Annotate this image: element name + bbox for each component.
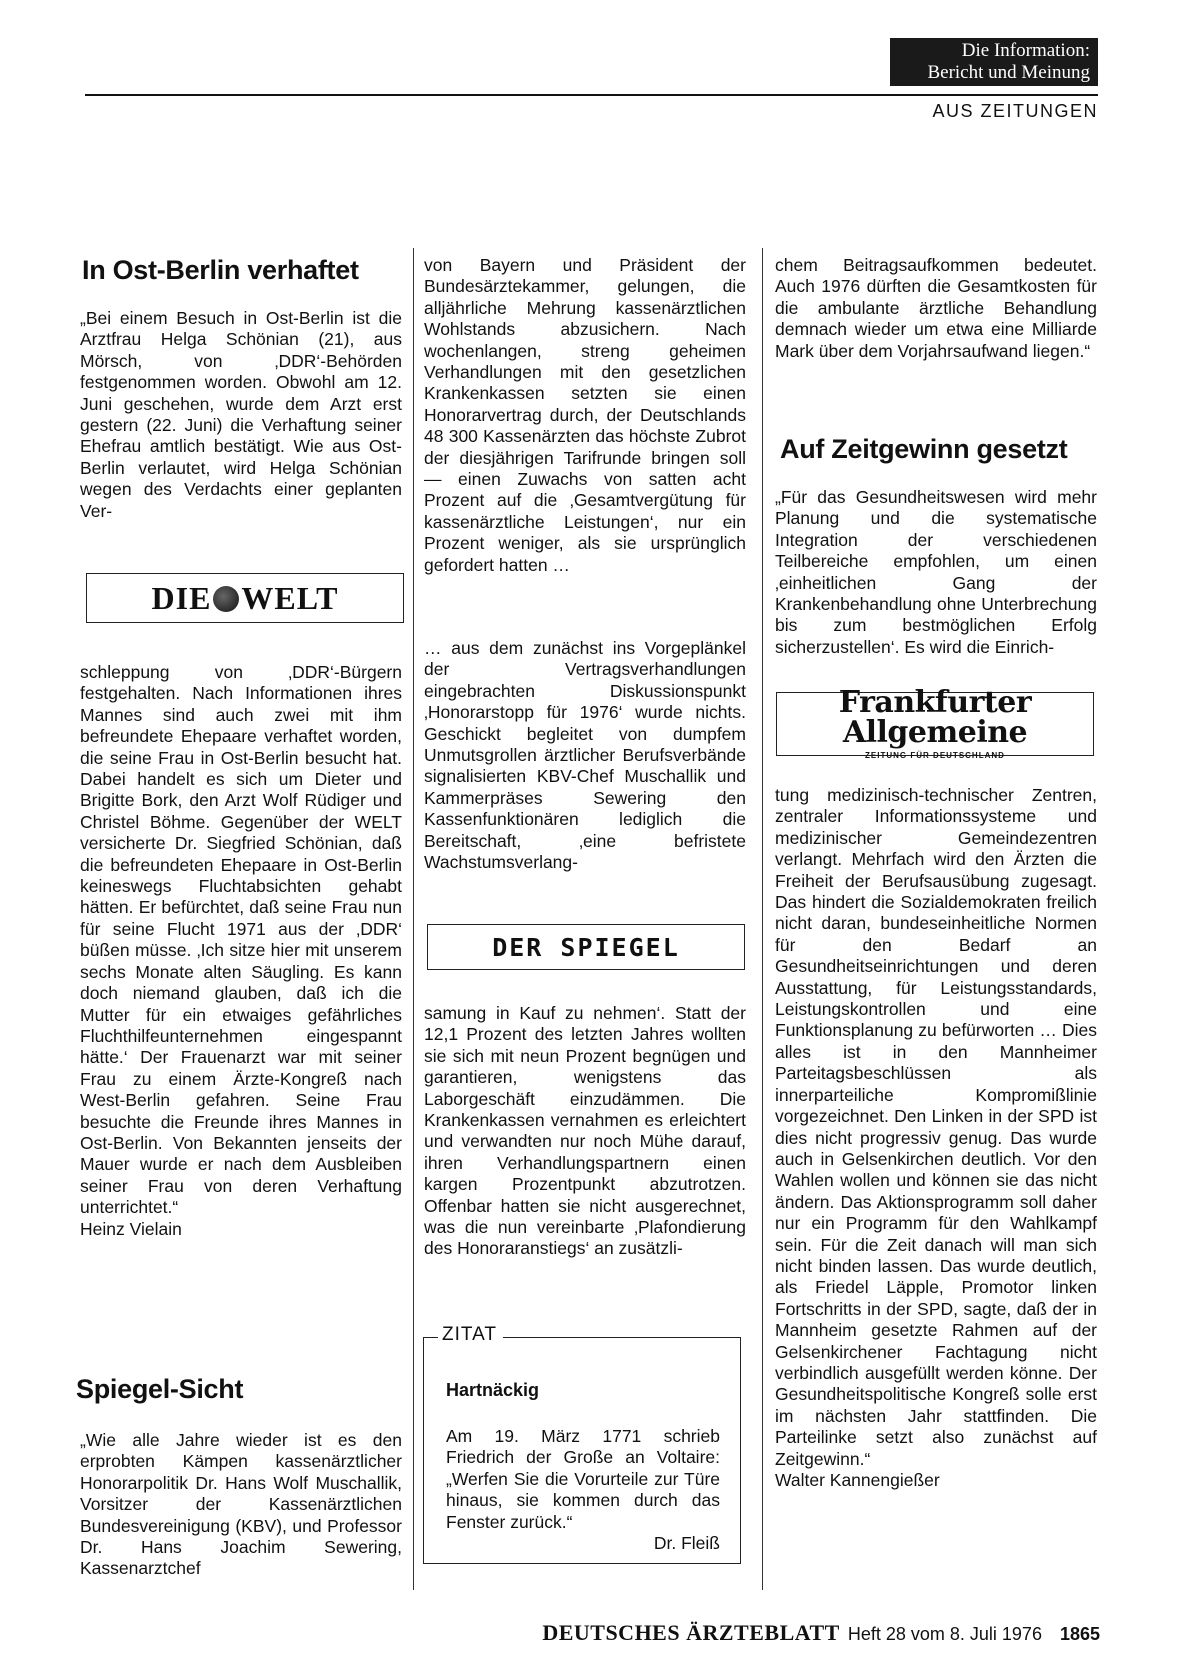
article2-paragraph-a: „Wie alle Jahre wieder ist es den erprobten Kämpen kassenärztlicher Honorarpolitik Dr. Hans Wolf Muschallik, Vorsitzer der Kassenärztlichen Bundesvereinigung (KBV), und Professor Dr. Hans Joachim Sewering, Kassenarztchef: [80, 1430, 402, 1579]
zitat-body: [446, 1426, 720, 1554]
zitat-label: ZITAT: [438, 1324, 503, 1346]
globe-icon: [213, 586, 239, 612]
section-header-box: [890, 38, 1098, 86]
article2-paragraph-c: … aus dem zunächst ins Vorgeplänkel der Vertragsverhandlungen eingebrachten Diskussionspunkt ‚Honorarstopp für 1976‘ wurde nichts. Geschickt begleitet von dumpfem Unmutsgrollen ärztlicher Berufsverbände signalisierten KBV-Chef Muschallik und Kammerpräses Sewering den Kassenfunktionären lediglich die Bereitschaft, ‚eine befristete Wachstumsverlang-: [424, 638, 746, 873]
article2-text-c: [424, 638, 746, 873]
welt-logo-left: DIE: [151, 579, 212, 616]
footer-magazine: DEUTSCHES ÄRZTEBLATT: [542, 1620, 840, 1645]
article3-author: Walter Kannengießer: [775, 1470, 940, 1490]
article3-text-a: [775, 487, 1097, 658]
der-spiegel-logo: DER SPIEGEL: [427, 924, 745, 970]
article3-text-b: [775, 785, 1097, 1491]
footer-page-number: 1865: [1059, 1624, 1100, 1644]
article1-paragraph-a: „Bei einem Besuch in Ost-Berlin ist die Arztfrau Helga Schönian (21), aus Mörsch, von ‚DDR‘-Behörden festgenommen worden. Obwohl am 12. Juni geschehen, wurde dem Arzt erst gestern (22. Juni) die Verhaftung seiner Ehefrau amtlich bestätigt. Wie aus Ost-Berlin verlautet, wird Helga Schönian wegen des Verdachts einer geplanten Ver-: [80, 308, 402, 521]
article2-paragraph-e: chem Beitragsaufkommen bedeutet. Auch 1976 dürften die Gesamtkosten für die ambulante ärztliche Behandlung demnach wieder um etwa eine Milliarde Mark über dem Vorjahrsaufwand liegen.“: [775, 255, 1097, 361]
article2-text-e: [775, 255, 1097, 362]
die-welt-logo: [86, 573, 404, 623]
column-divider-right: [762, 248, 763, 1590]
zitat-text: Am 19. März 1771 schrieb Friedrich der Große an Voltaire: „Werfen Sie die Vorurteile zur Türe hinaus, sie kommen durch das Fenster zurück.“: [446, 1426, 720, 1532]
article2-text-d: [424, 1003, 746, 1260]
header-rule: [85, 94, 1098, 96]
article3-paragraph-b: tung medizinisch-technischer Zentren, zentraler Informationssysteme und medizinischer Gemeindezentren verlangt. Mehrfach wird den Ärzten die Freiheit der Berufsausübung zugesagt. Das hindert die Sozialdemokraten freilich nicht daran, bundeseinheitliche Normen für den Bedarf an Gesundheitseinrichtungen und deren Ausstattung, für Leistungsstandards, Leistungskontrollen und eine Funktionsplanung zu befürworten … Dies alles ist in den Mannheimer Parteitagsbeschlüssen als innerparteiliche Kompromißlinie vorgezeichnet. Den Linken in der SPD ist dies nicht progressiv genug. Das wurde auch in Gelsenkirchen deutlich. Vor den Wahlen wollen und können sie das nicht ändern. Das Aktionsprogramm soll daher nur ein Programm für den Wahlkampf sein. Für die Zeit danach will man sich nicht binden lassen. Das wurde deutlich, als Friedel Läpple, Promotor linken Fortschritts in der SPD, sagte, daß der in Mannheim gesetzte Rahmen auf der Gelsenkirchener Fachtagung nicht verbindlich ausgefüllt werden könne. Der Gesundheitspolitische Kongreß solle erst im nächsten Jahr stattfinden. Die Parteilinke setzt also zunächst auf Zeitgewinn.“: [775, 785, 1097, 1469]
column-divider-left: [413, 248, 414, 1590]
article2-text-a: [80, 1430, 402, 1580]
header-box-line1: Die Information:: [961, 40, 1090, 61]
zitat-box: [423, 1324, 741, 1564]
footer-issue: Heft 28 vom 8. Juli 1976: [847, 1624, 1042, 1644]
article1-paragraph-b: schleppung von ‚DDR‘-Bürgern festgehalten. Nach Informationen ihres Mannes sind auch zwei mit ihm befreundete Ehepaare verhaftet worden, die seine Frau in Ost-Berlin besucht hat. Dabei handelt es sich um Dieter und Brigitte Bork, den Arzt Wolf Rüdiger und Christel Böhme. Gegenüber der WELT versicherte Dr. Siegfried Schönian, daß die befreundeten Ehepaare in Ost-Berlin keineswegs Fluchtabsichten gehabt hätten. Er befürchtet, daß seine Frau nun für seine Flucht 1971 aus der ‚DDR‘ büßen müsse. ‚Ich sitze hier mit unserem sechs Monate alten Säugling. Es kann doch niemand glauben, daß ich die Mutter für ein etwaiges gefährliches Fluchthilfeunternehmen eingespannt hätte.‘ Der Frauenarzt war mit seiner Frau zu einem Ärzte-Kongreß nach West-Berlin gefahren. Seine Frau besuchte die Freunde ihres Mannes in Ost-Berlin. Von Bekannten jenseits der Mauer wurde er nach dem Ausbleiben seiner Frau von deren Verhaftung unterrichtet.“: [80, 662, 402, 1218]
header-box-line2: Bericht und Meinung: [927, 62, 1090, 83]
article3-paragraph-a: „Für das Gesundheitswesen wird mehr Planung und die systematische Integration der verschiedenen Teilbereiche empfohlen, um einen ‚einheitlichen Gang der Krankenbehandlung ohne Unterbrechung bis zum bestmöglichen Erfolg sicherzustellen‘. Es wird die Einrich-: [775, 487, 1097, 657]
article1-title: In Ost-Berlin verhaftet: [82, 255, 359, 285]
article1-author: Heinz Vielain: [80, 1218, 182, 1239]
article2-title: Spiegel-Sicht: [76, 1374, 244, 1404]
article3-title: Auf Zeitgewinn gesetzt: [780, 434, 1068, 464]
zitat-title: Hartnäckig: [446, 1380, 540, 1400]
article2-paragraph-d: samung in Kauf zu nehmen‘. Statt der 12,1 Prozent des letzten Jahres wollten sie sich mit neun Prozent begnügen und garantieren, wenigstens das Laborgeschäft einzudämmen. Die Krankenkassen vernahmen es erleichtert und verwandten nur noch Mühe darauf, ihren Verhandlungspartnern einen kargen Prozentpunkt abzutrotzen. Offenbar hatten sie nicht ausgerechnet, was die nun vereinbarte ‚Plafondierung des Honoraranstiegs‘ an zusätzli-: [424, 1003, 746, 1259]
zitat-author: Dr. Fleiß: [653, 1533, 720, 1554]
welt-logo-right: WELT: [241, 579, 339, 616]
faz-logo-subtitle: ZEITUNG FÜR DEUTSCHLAND: [865, 751, 1005, 760]
faz-logo-title: Frankfurter Allgemeine: [838, 685, 1032, 750]
page-footer: [0, 1620, 1100, 1646]
article1-text-a: [80, 308, 402, 522]
article1-text-b: [80, 662, 402, 1240]
article2-text-b: [424, 255, 746, 576]
article2-paragraph-b: von Bayern und Präsident der Bundesärztekammer, gelungen, die alljährliche Mehrung kassenärztlichen Wohlstands abzusichern. Nach wochenlangen, streng geheimen Verhandlungen mit den gesetzlichen Krankenkassen setzten sie einen Honorarvertrag durch, der Deutschlands 48 300 Kassenärzten das höchste Zubrot der diesjährigen Tarifrunde bringen soll — einen Zuwachs von satten acht Prozent auf die ‚Gesamtvergütung für kassenärztliche Leistungen‘, nur ein Prozent weniger, als sie ursprünglich gefordert hatten …: [424, 255, 746, 575]
faz-logo: [776, 685, 1094, 760]
section-label: AUS ZEITUNGEN: [932, 101, 1098, 121]
